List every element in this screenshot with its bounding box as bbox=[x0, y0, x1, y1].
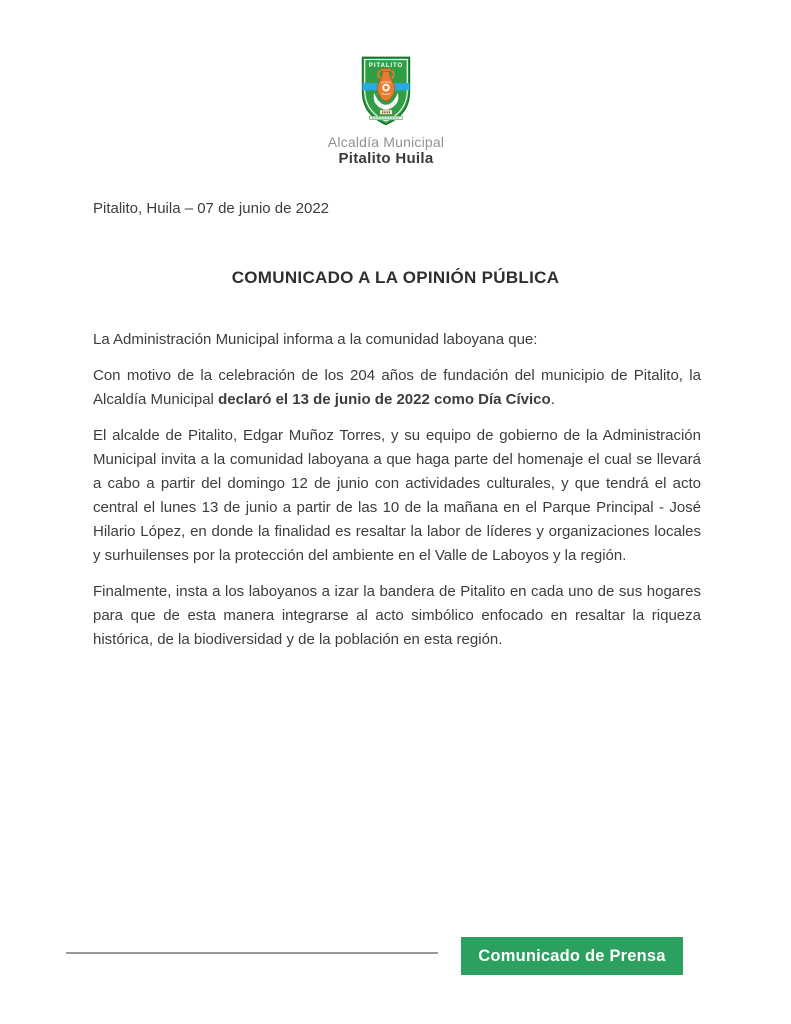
document-body bbox=[93, 328, 701, 664]
paragraph-declaration bbox=[93, 364, 701, 412]
municipal-crest-icon bbox=[358, 54, 414, 129]
municipal-logo-block bbox=[256, 54, 516, 167]
paragraph-declaration-bold: declaró el 13 de junio de 2022 como Día Cívico bbox=[218, 391, 551, 408]
paragraph-event-details: El alcalde de Pitalito, Edgar Muñoz Torres, y su equipo de gobierno de la Administración Municipal invita a la comunidad laboyana a que haga parte del homenaje el cual se llevará a cabo a partir del domingo 12 de junio con actividades culturales, y que tendrá el acto central el lunes 13 de junio a partir de las 10 de la mañana en el Parque Principal - José Hilario López, en donde la finalidad es resaltar la labor de líderes y organizaciones locales y surhuilenses por la protección del ambiente en el Valle de Laboyos y la región. bbox=[93, 427, 701, 564]
paragraph-intro: La Administración Municipal informa a la comunidad laboyana que: bbox=[93, 331, 538, 348]
shield-title-text: PITALITO bbox=[368, 61, 404, 69]
motto-ribbon bbox=[370, 116, 402, 120]
signature-line bbox=[66, 952, 438, 954]
founding-band bbox=[380, 110, 392, 114]
document-title: COMUNICADO A LA OPINIÓN PÚBLICA bbox=[231, 268, 560, 287]
dateline: Pitalito, Huila – 07 de junio de 2022 bbox=[93, 200, 330, 217]
org-name-line2: Pitalito Huila bbox=[338, 150, 434, 167]
paragraph-declaration-end: . bbox=[550, 391, 555, 408]
paragraph-declaration-start: Con motivo de la celebración de los 204 años de fundación del municipio de Pitalito, la Alcaldía Municipal bbox=[93, 367, 701, 408]
org-name-line1: Alcaldía Municipal bbox=[327, 134, 445, 150]
paragraph-closing: Finalmente, insta a los laboyanos a izar la bandera de Pitalito en cada uno de sus hogares para que de esta manera integrarse al acto simbólico enfocado en resaltar la riqueza histórica, de la biodiversidad y de la población en esta región. bbox=[93, 583, 701, 648]
press-release-badge: Comunicado de Prensa bbox=[461, 937, 683, 975]
